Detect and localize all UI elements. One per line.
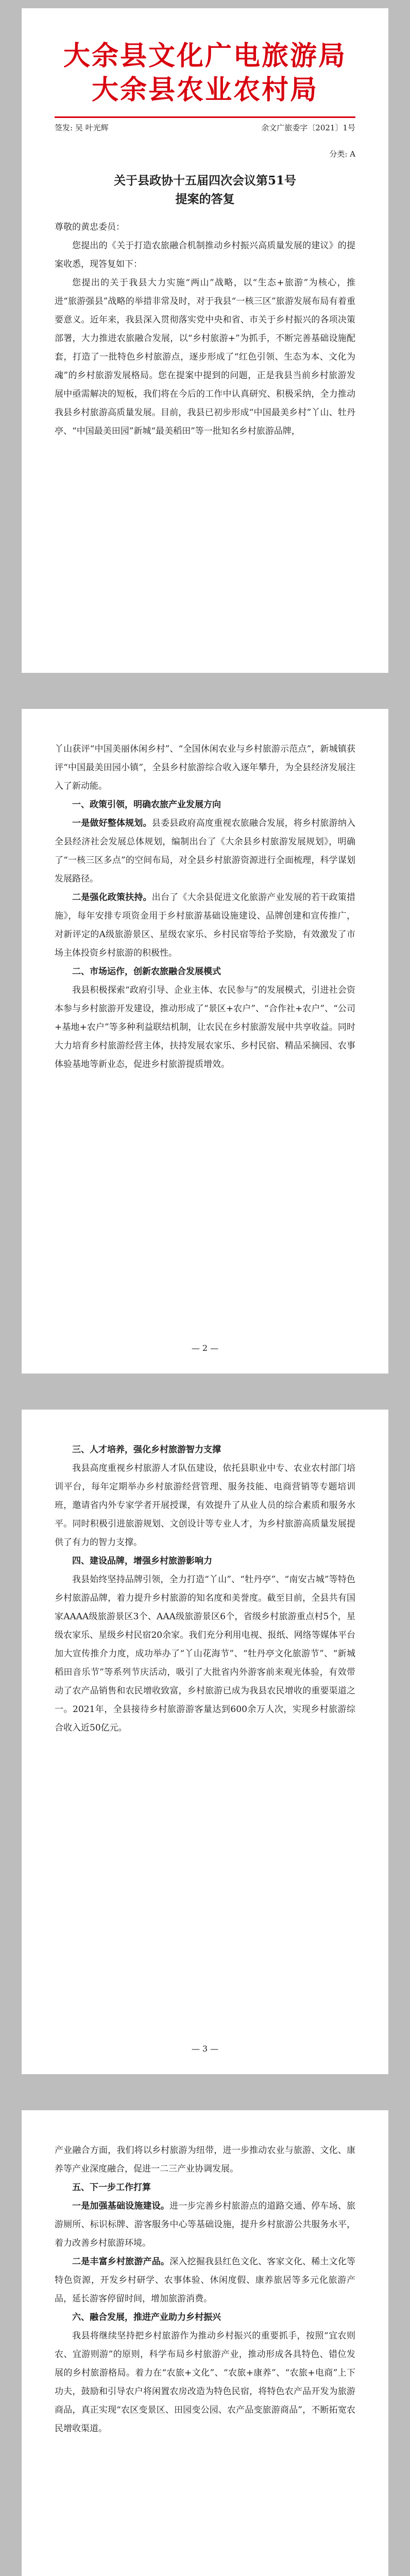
section-heading: 五、下一步工作打算: [72, 2182, 151, 2193]
paragraph: 我县积极探索“政府引导、企业主体、农民参与”的发展模式，引进社会资本参与乡村旅游开发建设，推动形成了“景区+农户”、“合作社+农户”、“公司+基地+农户”等多种利益联结机制，让农民在乡村旅游发展中共享收益。同时大力培育乡村旅游经营主体，扶持发展农家乐、乡村民宿、精品采摘园、农事体验基地等新业态，促进乡村旅游提质增效。: [55, 985, 355, 1070]
page-number: — 3 —: [191, 2044, 219, 2054]
paragraph-lead: 一是做好整体规划。: [72, 818, 152, 828]
paragraph: [55, 814, 355, 888]
paragraph: 我县始终坚持品牌引领，全力打造“丫山”、“牡丹亭”、“南安古城”等特色乡村旅游品牌，着力提升乡村旅游的知名度和美誉度。截至目前，全县共有国家AAAA级旅游景区3个、AAA级旅游景区6个，省级乡村旅游重点村5个，星级农家乐、星级乡村民宿20余家。我们充分利用电视、报纸、网络等媒体平台加大宣传推介力度，成功举办了“丫山花海节”、“牡丹亭文化旅游节”、“新城稻田音乐节”等系列节庆活动，吸引了大批省内外游客前来观光体验，有效带动了农产品销售和农民增收致富，乡村旅游已成为我县农民增收的重要渠道之一。2021年，全县接待乡村旅游游客量达到600余万人次，实现乡村旅游综合收入近50亿元。: [55, 1574, 356, 1733]
paragraph-lead: 二是强化政策扶持。: [72, 892, 152, 903]
section-heading: 一、政策引领，明确农旅产业发展方向: [72, 800, 221, 810]
title-line-2: 提案的答复: [175, 192, 235, 206]
paragraph: [55, 888, 355, 962]
paragraph: 我县将继续坚持把乡村旅游作为推动乡村振兴的重要抓手，按照“宜农则农、宜游则游”的原则，科学布局乡村旅游产业，推动形成各具特色、错位发展的乡村旅游格局。着力在“农旅+文化”、“农旅+康养”、“农旅+电商”上下功夫，鼓励和引导农户将闲置农房改造为特色民宿，将特色农产品开发为旅游商品，真正实现“农区变景区、田园变公园、农产品变旅游商品”，不断拓宽农民增收渠道。: [55, 2331, 355, 2434]
section-heading: 六、融合发展，推进产业助力乡村振兴: [72, 2312, 221, 2323]
header-meta-row: [55, 122, 355, 133]
paragraph-lead: 二是丰富乡村旅游产品。: [72, 2257, 170, 2267]
issuer-line-2: 大余县农业农村局: [91, 74, 318, 106]
greeting: 尊敬的黄忠委员：: [55, 222, 125, 232]
paragraph-body: 深入挖掘我县红色文化、客家文化、稀土文化等特色资源，开发乡村研学、农事体验、休闲度假、康养旅居等多元化旅游产品，延长游客停留时间，增加旅游消费。: [55, 2257, 356, 2304]
section-heading: 四、建设品牌，增强乡村旅游影响力: [72, 1556, 212, 1566]
document-page-2: [22, 709, 388, 1374]
paragraph: 我县高度重视乡村旅游人才队伍建设，依托县职业中专、农业农村部门培训平台，每年定期举办乡村旅游经营管理、服务技能、电商营销等专题培训班，邀请省内外专家学者开展授课，有效提升了从业人员的综合素质和服务水平。同时积极引进旅游规划、文创设计等专业人才，为乡村旅游高质量发展提供了有力的智力支撑。: [55, 1463, 355, 1548]
document-title: [55, 172, 355, 209]
paragraph: 产业融合方面，我们将以乡村旅游为纽带，进一步推动农业与旅游、文化、康养等产业深度融合，促进一二三产业协调发展。: [55, 2145, 355, 2174]
section-heading: 二、市场运作，创新农旅融合发展模式: [72, 967, 221, 977]
document-page-3: [22, 1410, 388, 2074]
paragraph: 丫山获评“中国美丽休闲乡村”、“全国休闲农业与乡村旅游示范点”，新城镇获评“中国最美田园小镇”，全县乡村旅游综合收入逐年攀升，为全县经济发展注入了新动能。: [55, 744, 355, 791]
document-number: 余文广旅委字〔2021〕1号: [261, 123, 355, 132]
paragraph: [55, 2252, 355, 2308]
paragraph-body: 县委县政府高度重视农旅融合发展，将乡村旅游纳入全县经济社会发展总体规划，编制出台了《大余县乡村旅游发展规划》，明确了“一核三区多点”的空间布局，对全县乡村旅游资源进行全面梳理，科学谋划发展路径。: [55, 818, 356, 884]
section-heading: 三、人才培养，强化乡村旅游智力支撑: [72, 1445, 221, 1455]
paragraph-body: 出台了《大余县促进文化旅游产业发展的若干政策措施》，每年安排专项资金用于乡村旅游基础设施建设、品牌创建和宣传推广，对新评定的A级旅游景区、星级农家乐、乡村民宿等给予奖励，有效激发了市场主体投资乡村旅游的积极性。: [55, 892, 356, 958]
paragraph-lead: 一是加强基础设施建设。: [72, 2201, 170, 2211]
document-page-4: [22, 2110, 388, 2576]
paragraph: 您提出的关于我县大力实施“两山”战略，以“生态+旅游”为核心，推进“旅游强县”战略的举措非常及时，对于我县“一核三区”旅游发展布局有着重要意义。近年来，我县深入贯彻落实党中央和省、市关于乡村振兴的各项决策部署，大力推进农旅融合发展，以“乡村旅游+”为抓手，不断完善基础设施配套，打造了一批特色乡村旅游点，逐步形成了“红色引领、生态为本、文化为魂”的乡村旅游发展格局。您在提案中提到的问题，正是我县当前乡村旅游发展中亟需解决的短板，我们将在今后的工作中认真研究、积极采纳，全力推动我县乡村旅游高质量发展。目前，我县已初步形成“中国最美乡村”丫山、牡丹亭、“中国最美田园”新城“最美稻田”等一批知名乡村旅游品牌，: [55, 278, 355, 436]
document-page-1: [22, 8, 388, 673]
page-number: — 2 —: [191, 1343, 219, 1353]
paragraph: [55, 2197, 355, 2252]
issuer-line-1: 大余县文化广电旅游局: [63, 40, 347, 72]
paragraph: 您提出的《关于打造农旅融合机制推动乡村振兴高质量发展的建议》的提案收悉，现答复如下：: [55, 241, 355, 269]
classification-label: 分类: A: [329, 149, 355, 159]
publicity-label: 签发: 吴 叶光辉: [55, 123, 109, 132]
paragraph-body: 进一步完善乡村旅游点的道路交通、停车场、旅游厕所、标识标牌、游客服务中心等基础设施，提升乡村旅游公共服务水平，着力改善乡村旅游环境。: [55, 2201, 356, 2248]
header-red-rule: [55, 116, 355, 118]
title-line-1: 关于县政协十五届四次会议第51号: [113, 174, 296, 188]
